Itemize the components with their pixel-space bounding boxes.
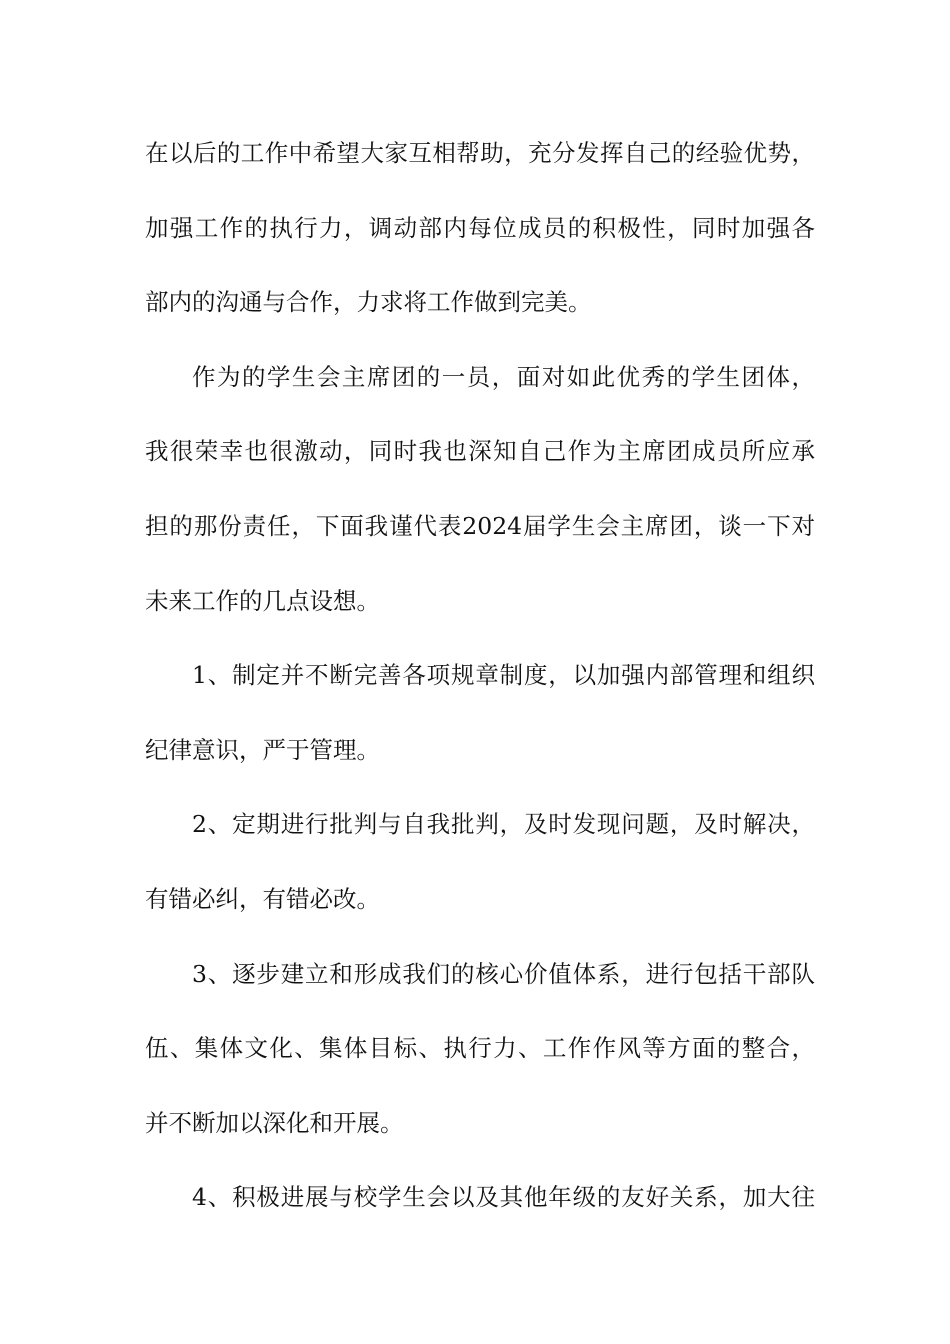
text-line: 并不断加以深化和开展。 bbox=[145, 1108, 404, 1137]
text-line: 3、逐步建立和形成我们的核心价值体系，进行包括干部队 bbox=[192, 959, 815, 988]
text-line: 2、定期进行批判与自我批判，及时发现问题，及时解决， bbox=[192, 810, 815, 839]
text-line: 4、积极进展与校学生会以及其他年级的友好关系，加大往 bbox=[192, 1183, 815, 1212]
text-line: 伍、集体文化、集体目标、执行力、工作作风等方面的整合， bbox=[145, 1034, 815, 1063]
text-line: 纪律意识，严于管理。 bbox=[145, 735, 380, 764]
text-line: 作为的学生会主席团的一员，面对如此优秀的学生团体， bbox=[192, 362, 815, 391]
text-line: 1、制定并不断完善各项规章制度，以加强内部管理和组织 bbox=[192, 661, 815, 690]
text-line: 有错必纠，有错必改。 bbox=[145, 884, 380, 913]
text-line: 未来工作的几点设想。 bbox=[145, 586, 380, 615]
text-line: 部内的沟通与合作，力求将工作做到完美。 bbox=[145, 288, 592, 317]
text-line: 我很荣幸也很激动，同时我也深知自己作为主席团成员所应承 bbox=[145, 437, 815, 466]
body-text bbox=[145, 130, 815, 1249]
text-line: 担的那份责任，下面我谨代表2024届学生会主席团，谈一下对 bbox=[145, 511, 815, 540]
text-line: 加强工作的执行力，调动部内每位成员的积极性，同时加强各 bbox=[145, 213, 815, 242]
text-line: 在以后的工作中希望大家互相帮助，充分发挥自己的经验优势， bbox=[145, 139, 815, 167]
